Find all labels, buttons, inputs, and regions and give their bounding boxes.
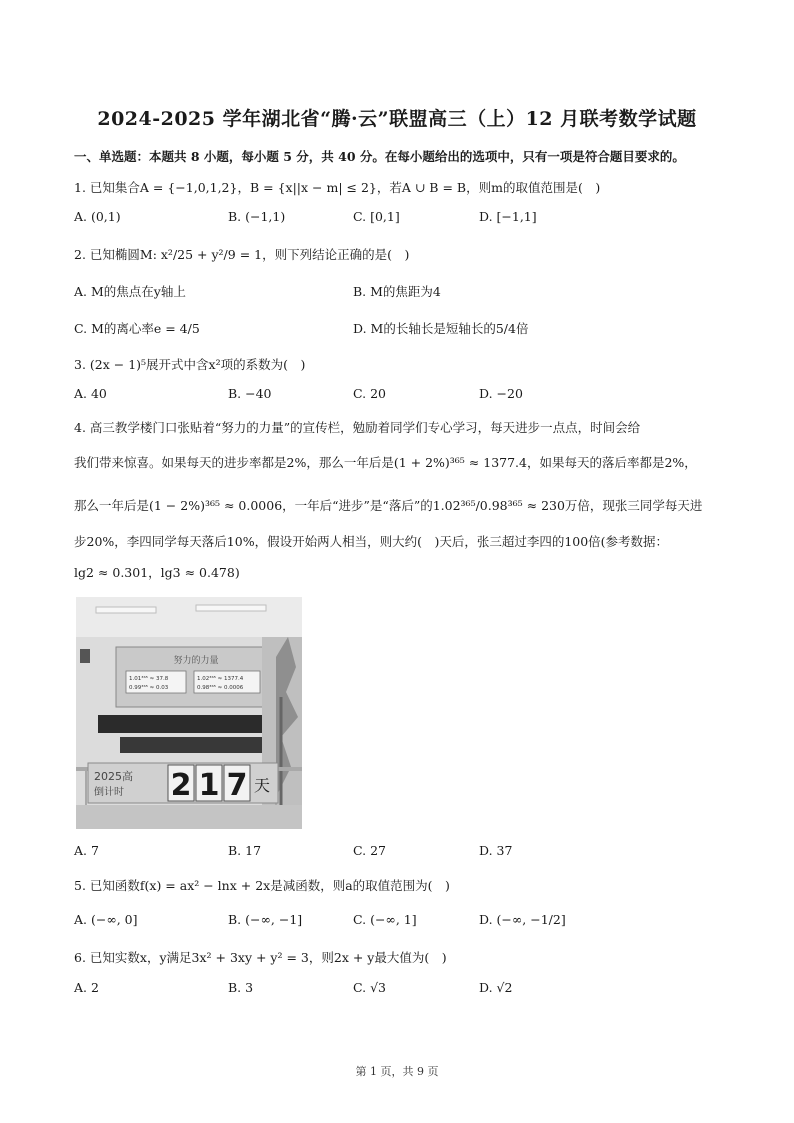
document-title: 2024-2025 学年湖北省“腾·云”联盟高三（上）12 月联考数学试题 bbox=[97, 108, 697, 130]
question-1-option-d: D. [−1,1] bbox=[479, 209, 537, 224]
question-4-photo bbox=[76, 597, 302, 829]
question-2-stem: 2. 已知椭圆M: x²/25 + y²/9 = 1，则下列结论正确的是( ) bbox=[74, 247, 410, 262]
question-1-stem: 1. 已知集合A = {−1,0,1,2}，B = {x||x − m| ≤ 2}，若A ∪ B = B，则m的取值范围是( ) bbox=[74, 180, 601, 195]
page-footer: 第 1 页，共 9 页 bbox=[355, 1065, 439, 1078]
photo-digit-1: 2 bbox=[170, 768, 192, 803]
photo-formula-left-2: 0.99³⁶⁵ ≈ 0.03 bbox=[129, 685, 169, 691]
question-6-option-d: D. √2 bbox=[479, 980, 513, 995]
question-2-option-c: C. M的离心率e = 4/5 bbox=[74, 321, 200, 336]
question-2-option-a: A. M的焦点在y轴上 bbox=[74, 284, 186, 299]
photo-countdown-label-2: 倒计时 bbox=[94, 787, 124, 798]
photo-formula-right-1: 1.02³⁶⁵ ≈ 1377.4 bbox=[197, 676, 244, 682]
question-4-line-2: 我们带来惊喜。如果每天的进步率都是2%，那么一年后是(1 + 2%)³⁶⁵ ≈ 1377.4，如果每天的落后率都是2%， bbox=[74, 455, 697, 470]
question-1-option-c: C. [0,1] bbox=[353, 209, 400, 224]
question-6-stem: 6. 已知实数x，y满足3x² + 3xy + y² = 3，则2x + y最大值为( ) bbox=[74, 950, 447, 965]
photo-board-title: 努力的力量 bbox=[173, 656, 219, 666]
photo-formula-right-2: 0.98³⁶⁵ ≈ 0.0006 bbox=[197, 685, 244, 691]
question-5-option-b: B. (−∞, −1] bbox=[228, 912, 303, 927]
question-5-option-a: A. (−∞, 0] bbox=[74, 912, 138, 927]
question-3-option-b: B. −40 bbox=[228, 386, 272, 401]
question-3-stem: 3. (2x − 1)⁵展开式中含x²项的系数为( ) bbox=[74, 357, 306, 372]
photo-countdown-label-1: 2025高 bbox=[94, 770, 133, 783]
photo-formula-left-1: 1.01³⁶⁵ ≈ 37.8 bbox=[129, 676, 169, 682]
question-4-line-5: lg2 ≈ 0.301，lg3 ≈ 0.478) bbox=[74, 565, 240, 580]
question-6-option-a: A. 2 bbox=[74, 980, 99, 995]
question-3-option-d: D. −20 bbox=[479, 386, 523, 401]
question-4-option-d: D. 37 bbox=[479, 843, 513, 858]
question-3-option-a: A. 40 bbox=[74, 386, 107, 401]
question-4-option-b: B. 17 bbox=[228, 843, 262, 858]
question-2-option-d: D. M的长轴长是短轴长的5/4倍 bbox=[353, 321, 529, 336]
section-heading: 一、单选题：本题共 8 小题，每小题 5 分，共 40 分。在每小题给出的选项中，只有一项是符合题目要求的。 bbox=[74, 149, 685, 164]
question-5-option-c: C. (−∞, 1] bbox=[353, 912, 417, 927]
question-4-line-3: 那么一年后是(1 − 2%)³⁶⁵ ≈ 0.0006，一年后“进步”是“落后”的1.02³⁶⁵/0.98³⁶⁵ ≈ 230万倍，现张三同学每天进 bbox=[74, 498, 703, 513]
question-4-option-c: C. 27 bbox=[353, 843, 386, 858]
question-1-option-a: A. (0,1) bbox=[74, 209, 121, 224]
classroom-photo-illustration bbox=[76, 597, 302, 829]
photo-unit: 天 bbox=[253, 776, 271, 795]
question-5-stem: 5. 已知函数f(x) = ax² − lnx + 2x是减函数，则a的取值范围为( ) bbox=[74, 878, 450, 893]
photo-digit-3: 7 bbox=[226, 768, 248, 803]
photo-digit-2: 1 bbox=[198, 768, 220, 803]
question-1-option-b: B. (−1,1) bbox=[228, 209, 286, 224]
question-5-option-d: D. (−∞, −1/2] bbox=[479, 912, 566, 927]
question-6-option-c: C. √3 bbox=[353, 980, 386, 995]
question-4-option-a: A. 7 bbox=[74, 843, 99, 858]
question-4-line-1: 4. 高三教学楼门口张贴着“努力的力量”的宣传栏，勉励着同学们专心学习，每天进步一点点，时间会给 bbox=[74, 420, 641, 435]
question-4-line-4: 步20%，李四同学每天落后10%，假设开始两人相当，则大约( )天后，张三超过李四的100倍(参考数据： bbox=[74, 534, 669, 549]
question-3-option-c: C. 20 bbox=[353, 386, 386, 401]
question-6-option-b: B. 3 bbox=[228, 980, 254, 995]
question-2-option-b: B. M的焦距为4 bbox=[353, 284, 441, 299]
